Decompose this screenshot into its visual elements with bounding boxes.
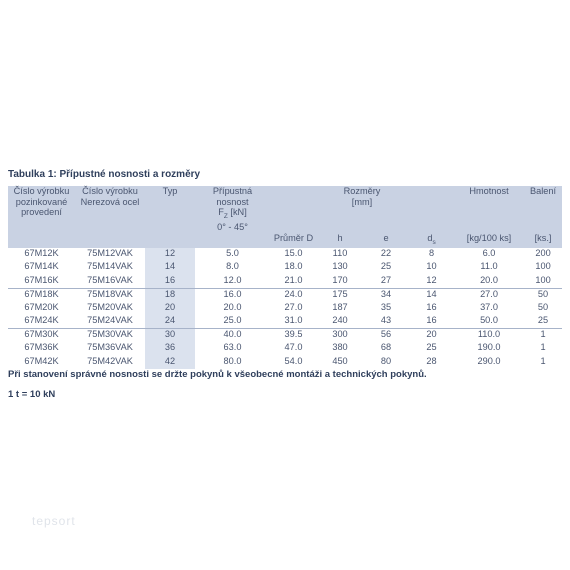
header-load-line1: Přípustná	[212, 186, 253, 196]
cell-h: 450	[332, 355, 348, 366]
cell-h: 170	[332, 274, 348, 285]
header-dimensions-title: Rozměry	[343, 186, 381, 196]
cell-h: 300	[317, 329, 363, 343]
cell-packaging: 25	[537, 315, 549, 326]
header-type: Typ	[145, 186, 195, 233]
table-title: Tabulka 1: Přípustné nosnosti a rozměry	[8, 169, 201, 180]
table-row	[8, 248, 562, 261]
header-load-symbol: F	[218, 207, 224, 217]
cell-weight: 20.0	[480, 274, 498, 285]
cell-article-stainless: 75M36VAK	[87, 342, 133, 353]
cell-diameter: 18.0	[284, 261, 303, 272]
cell-ds: 14	[409, 288, 454, 302]
cell-article-galvanized: 67M24K	[24, 315, 59, 326]
cell-load: 20.0	[223, 301, 242, 312]
table-row	[8, 261, 562, 274]
header-e: e	[363, 233, 409, 248]
cell-type: 42	[145, 356, 195, 369]
load-capacity-table	[8, 186, 562, 369]
cell-h: 380	[332, 342, 348, 353]
cell-h: 187	[332, 301, 348, 312]
cell-weight: 290.0	[477, 355, 501, 366]
table-row	[8, 275, 562, 289]
cell-load: 5.0	[226, 248, 239, 259]
cell-load: 12.0	[223, 274, 242, 285]
cell-h: 110	[332, 248, 348, 259]
cell-ds: 12	[426, 274, 437, 285]
cell-type: 30	[145, 329, 195, 343]
cell-diameter: 27.0	[284, 301, 303, 312]
cell-diameter: 54.0	[284, 355, 303, 366]
cell-e: 34	[363, 288, 409, 302]
header-article-stainless: Číslo výrobku Nerezová ocel	[75, 186, 145, 233]
header-ds-symbol: d	[427, 232, 433, 243]
cell-packaging: 100	[535, 274, 551, 285]
header-load-angle: 0° - 45°	[217, 222, 248, 233]
cell-load: 25.0	[223, 315, 242, 326]
header-packaging: Balení	[524, 186, 562, 233]
cell-packaging: 50	[537, 301, 549, 312]
cell-article-stainless: 75M30VAK	[75, 329, 145, 343]
cell-article-stainless: 75M20VAK	[87, 301, 133, 312]
cell-article-galvanized: 67M36K	[24, 342, 59, 353]
table-row	[8, 315, 562, 329]
cell-article-stainless: 75M18VAK	[75, 288, 145, 302]
cell-load: 63.0	[223, 342, 242, 353]
header-load-unit: [kN]	[227, 207, 247, 217]
cell-e: 22	[380, 248, 392, 259]
cell-article-galvanized: 67M20K	[24, 301, 59, 312]
cell-diameter: 21.0	[284, 274, 303, 285]
cell-h: 175	[317, 288, 363, 302]
cell-type: 20	[145, 302, 195, 315]
cell-packaging: 1	[540, 355, 546, 366]
cell-article-stainless: 75M42VAK	[87, 355, 133, 366]
watermark-logo: tepsort	[32, 514, 76, 528]
cell-diameter: 47.0	[284, 342, 303, 353]
cell-ds: 8	[428, 248, 435, 259]
cell-type: 14	[145, 261, 195, 274]
cell-weight: 190.0	[477, 342, 501, 353]
cell-e: 27	[380, 274, 392, 285]
installation-note: Při stanovení správné nosnosti se držte pokynů k všeobecné montáži a technických pokynů.	[8, 369, 427, 380]
cell-article-galvanized: 67M14K	[24, 261, 59, 272]
cell-type: 16	[145, 275, 195, 289]
cell-packaging: 100	[535, 261, 551, 272]
cell-ds: 25	[426, 342, 437, 353]
header-h: h	[317, 233, 363, 248]
cell-e: 43	[380, 315, 392, 326]
table-row	[8, 302, 562, 315]
cell-h: 240	[332, 315, 348, 326]
header-dimensions-unit: [mm]	[351, 196, 373, 207]
cell-packaging: 200	[535, 248, 551, 259]
cell-article-galvanized: 67M42K	[24, 355, 59, 366]
cell-load: 16.0	[195, 288, 270, 302]
cell-diameter: 24.0	[270, 288, 317, 302]
cell-weight: 6.0	[482, 248, 496, 259]
cell-ds: 16	[426, 301, 437, 312]
header-packaging-unit: [ks.]	[524, 233, 562, 248]
table-row	[8, 288, 562, 302]
cell-article-stainless: 75M14VAK	[87, 261, 133, 272]
cell-packaging: 1	[540, 342, 546, 353]
cell-e: 80	[380, 355, 392, 366]
header-load-capacity	[195, 186, 270, 233]
cell-ds: 28	[426, 355, 437, 366]
header-ds-subscript: s	[432, 238, 436, 246]
cell-diameter: 39.5	[270, 329, 317, 343]
cell-e: 56	[363, 329, 409, 343]
cell-type: 12	[145, 248, 195, 261]
header-load-subscript: Z	[223, 212, 228, 220]
table-row	[8, 356, 562, 369]
cell-e: 68	[380, 342, 392, 353]
header-diameter: Průměr D	[270, 233, 317, 248]
cell-load: 8.0	[226, 261, 239, 272]
cell-ds: 16	[426, 315, 437, 326]
cell-e: 35	[380, 301, 392, 312]
header-article-galvanized: Číslo výrobku pozinkované provedení	[8, 186, 75, 233]
cell-type: 36	[145, 342, 195, 355]
cell-weight: 110.0	[454, 329, 524, 343]
cell-packaging: 50	[524, 288, 562, 302]
header-dimensions	[270, 186, 454, 233]
cell-weight: 37.0	[480, 301, 498, 312]
cell-e: 25	[380, 261, 392, 272]
cell-weight: 50.0	[480, 315, 498, 326]
header-weight: Hmotnost	[454, 186, 524, 233]
cell-weight: 27.0	[454, 288, 524, 302]
cell-packaging: 1	[524, 329, 562, 343]
cell-load: 80.0	[223, 355, 242, 366]
header-weight-unit: [kg/100 ks]	[454, 233, 524, 248]
table-row	[8, 342, 562, 355]
cell-ds: 20	[409, 329, 454, 343]
cell-diameter: 15.0	[284, 248, 303, 259]
cell-article-galvanized: 67M30K	[8, 329, 75, 343]
cell-article-stainless: 75M16VAK	[87, 274, 133, 285]
cell-article-stainless: 75M12VAK	[87, 248, 133, 259]
cell-type: 18	[145, 288, 195, 302]
cell-article-galvanized: 67M18K	[8, 288, 75, 302]
cell-article-stainless: 75M24VAK	[87, 315, 133, 326]
cell-type: 24	[145, 315, 195, 329]
header-load-line3	[195, 207, 270, 222]
cell-weight: 11.0	[480, 261, 498, 272]
header-ds	[409, 233, 454, 248]
cell-diameter: 31.0	[284, 315, 303, 326]
cell-h: 130	[332, 261, 348, 272]
header-load-line2: nosnost	[216, 196, 249, 207]
unit-conversion-note: 1 t = 10 kN	[8, 389, 56, 400]
cell-ds: 10	[426, 261, 437, 272]
cell-article-galvanized: 67M12K	[24, 248, 59, 259]
table-row	[8, 329, 562, 343]
table-body	[8, 248, 562, 369]
cell-article-galvanized: 67M16K	[24, 274, 59, 285]
cell-load: 40.0	[195, 329, 270, 343]
